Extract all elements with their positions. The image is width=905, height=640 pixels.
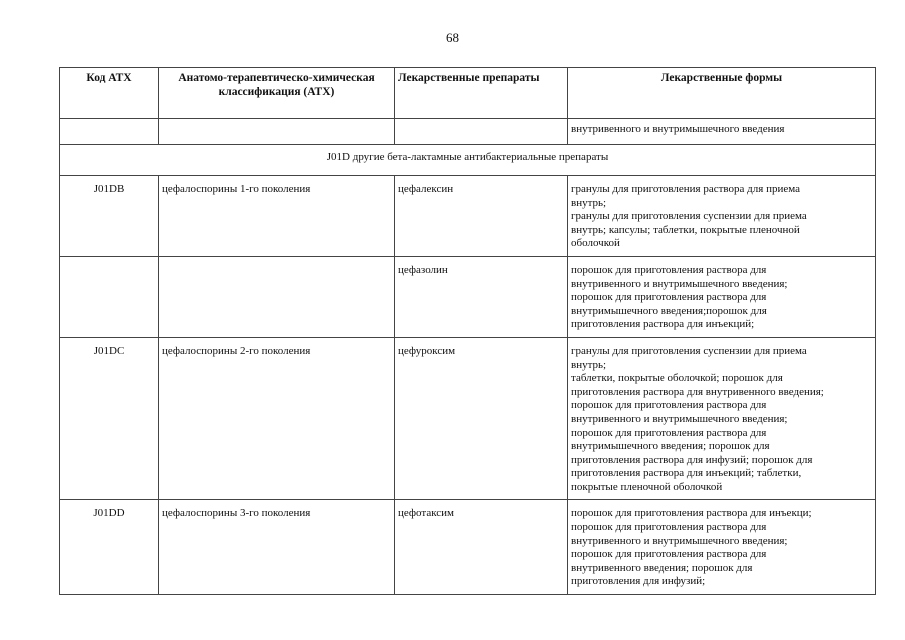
forms-line: порошок для приготовления раствора для инъекци; (571, 507, 812, 520)
header-classification: Анатомо-терапевтическо-химическая классификация (АТХ) (159, 68, 395, 119)
forms-line: внутрь; капсулы; таблетки, покрытые пленочной (571, 223, 800, 236)
code-cell: J01DB (60, 176, 159, 257)
drug-cell: цефуроксим (395, 337, 568, 500)
code-cell: J01DC (60, 337, 159, 500)
forms-line: порошок для приготовления раствора для (571, 291, 767, 304)
page-number: 68 (446, 30, 459, 45)
atx-table (59, 67, 876, 595)
classification-cell: цефалоспорины 3-го поколения (159, 500, 395, 595)
code-cell (60, 256, 159, 337)
forms-cell (568, 500, 876, 595)
forms-line: приготовления раствора для инфузий; порошок для (571, 453, 813, 466)
forms-line: приготовления для инфузий; (571, 575, 706, 588)
forms-line: гранулы для приготовления суспензии для приема (571, 344, 807, 357)
forms-cell (568, 256, 876, 337)
header-drugs: Лекарственные препараты (395, 68, 568, 119)
header-code: Код АТХ (60, 68, 159, 119)
code-cell: J01DD (60, 500, 159, 595)
forms-line: порошок для приготовления раствора для (571, 521, 767, 534)
drug-cell: цефазолин (395, 256, 568, 337)
classification-cell: цефалоспорины 1-го поколения (159, 176, 395, 257)
forms-line: покрытые пленочной оболочкой (571, 480, 723, 493)
table-row (60, 337, 876, 500)
classification-cell: цефалоспорины 2-го поколения (159, 337, 395, 500)
forms-line: гранулы для приготовления раствора для приема (571, 183, 800, 195)
header-forms: Лекарственные формы (568, 68, 876, 119)
forms-line: внутрь; (571, 196, 607, 209)
forms-cell (568, 337, 876, 500)
classification-cell (159, 256, 395, 337)
table-row (60, 500, 876, 595)
table-row (60, 256, 876, 337)
drug-cell: цефалексин (395, 176, 568, 257)
table-row (60, 176, 876, 257)
forms-line: порошок для приготовления раствора для (571, 548, 767, 561)
group-title: J01D другие бета-лактамные антибактериальные препараты (60, 145, 876, 176)
group-row (60, 145, 876, 176)
forms-line: порошок для приготовления раствора для (571, 426, 767, 439)
forms-line: внутривенного введения; порошок для (571, 561, 753, 574)
continuation-row (60, 119, 876, 145)
classification-cell (159, 119, 395, 145)
forms-line: порошок для приготовления раствора для (571, 263, 767, 276)
forms-line: внутримышечного введения; порошок для (571, 440, 770, 453)
forms-cell (568, 119, 876, 145)
forms-line: внутривенного и внутримышечного введения; (571, 534, 788, 547)
forms-line: приготовления раствора для инъекций; таблетки, (571, 467, 802, 480)
drug-cell: цефотаксим (395, 500, 568, 595)
forms-line: гранулы для приготовления суспензии для приема (571, 210, 807, 223)
table-header-row (60, 68, 876, 119)
forms-line: приготовления раствора для инъекций; (571, 318, 755, 331)
drug-cell (395, 119, 568, 145)
forms-line: внутримышечного введения;порошок для (571, 304, 767, 317)
forms-line: порошок для приготовления раствора для (571, 399, 767, 412)
code-cell (60, 119, 159, 145)
forms-line: внутривенного и внутримышечного введения; (571, 412, 788, 425)
forms-line: таблетки, покрытые оболочкой; порошок для (571, 372, 783, 385)
forms-line: оболочкой (571, 237, 620, 250)
forms-line: внутривенного и внутримышечного введения; (571, 277, 788, 290)
forms-line: внутривенного и внутримышечного введения (571, 123, 785, 135)
forms-cell (568, 176, 876, 257)
forms-line: приготовления раствора для внутривенного введения; (571, 385, 824, 398)
forms-line: внутрь; (571, 358, 607, 371)
